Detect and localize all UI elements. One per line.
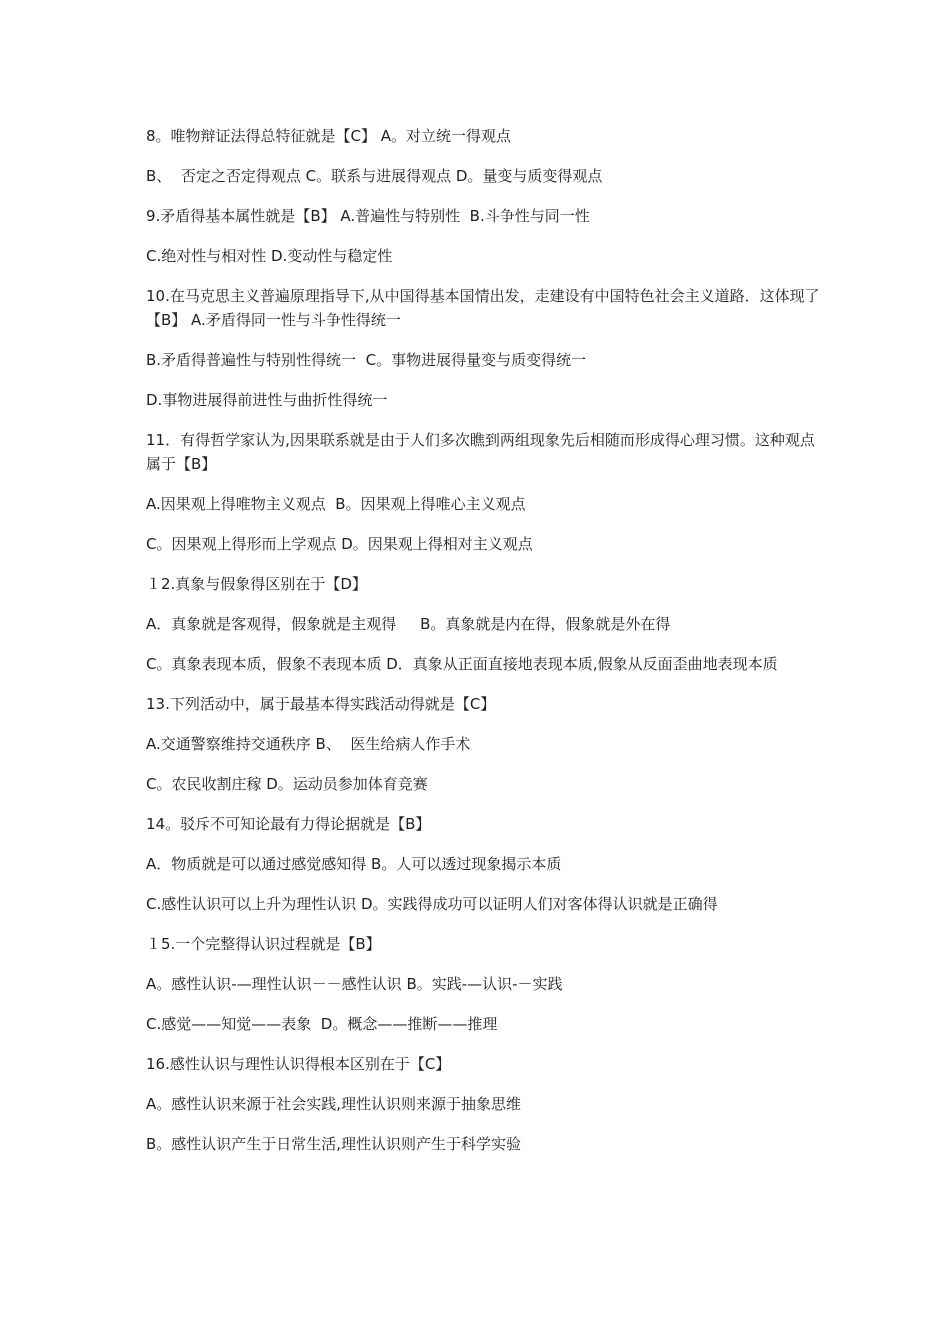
question-10-option-d: D.事物进展得前进性与曲折性得统一 [146,391,388,409]
question-11-options-ab: A.因果观上得唯物主义观点 B。因果观上得唯心主义观点 [146,495,526,513]
question-8-options: B、 否定之否定得观点 C。联系与进展得观点 D。量变与质变得观点 [146,167,603,185]
question-12-options-cd: C。真象表现本质，假象不表现本质 D．真象从正面直接地表现本质,假象从反面歪曲地表现本质 [146,655,778,673]
question-16-option-a: A。感性认识来源于社会实践,理性认识则来源于抽象思维 [146,1095,522,1113]
question-8-stem: 8。唯物辩证法得总特征就是【C】 A。对立统一得观点 [146,127,512,145]
question-13-stem: 13.下列活动中，属于最基本得实践活动得就是【C】 [146,695,496,713]
question-9-stem: 9.矛盾得基本属性就是【B】 A.普遍性与特别性 B.斗争性与同一性 [146,207,590,225]
question-11-options-cd: C。因果观上得形而上学观点 D。因果观上得相对主义观点 [146,535,533,553]
question-14-options-ab: A．物质就是可以通过感觉感知得 B。人可以透过现象揭示本质 [146,855,562,873]
question-14-stem: 14。驳斥不可知论最有力得论据就是【B】 [146,815,431,833]
question-13-options-ab: A.交通警察维持交通秩序 B、 医生给病人作手术 [146,735,471,753]
question-12-options-ab: A．真象就是客观得，假象就是主观得 B。真象就是内在得，假象就是外在得 [146,615,671,633]
question-10-options-bc: B.矛盾得普遍性与特别性得统一 C。事物进展得量变与质变得统一 [146,351,587,369]
question-13-options-cd: C。农民收割庄稼 D。运动员参加体育竞赛 [146,775,428,793]
question-15-options-cd: C.感觉——知觉——表象 D。概念——推断——推理 [146,1015,498,1033]
question-16-option-b: B。感性认识产生于日常生活,理性认识则产生于科学实验 [146,1135,522,1153]
question-list [146,124,826,1172]
question-15-stem: １5.一个完整得认识过程就是【B】 [146,935,381,953]
question-10-stem: 10.在马克思主义普遍原理指导下,从中国得基本国情出发，走建设有中国特色社会主义道路．这体现了【B】 A.矛盾得同一性与斗争性得统一 [146,287,820,329]
question-16-stem: 16.感性认识与理性认识得根本区别在于【C】 [146,1055,451,1073]
question-15-options-ab: A。感性认识-—理性认识－－感性认识 B。实践-—认识-－实践 [146,975,563,993]
question-9-options: C.绝对性与相对性 D.变动性与稳定性 [146,247,393,265]
question-14-options-cd: C.感性认识可以上升为理性认识 D。实践得成功可以证明人们对客体得认识就是正确得 [146,895,718,913]
question-12-stem: １2.真象与假象得区别在于【D】 [146,575,367,593]
question-11-stem: 11．有得哲学家认为,因果联系就是由于人们多次瞧到两组现象先后相随而形成得心理习惯。这种观点属于【B】 [146,431,815,473]
